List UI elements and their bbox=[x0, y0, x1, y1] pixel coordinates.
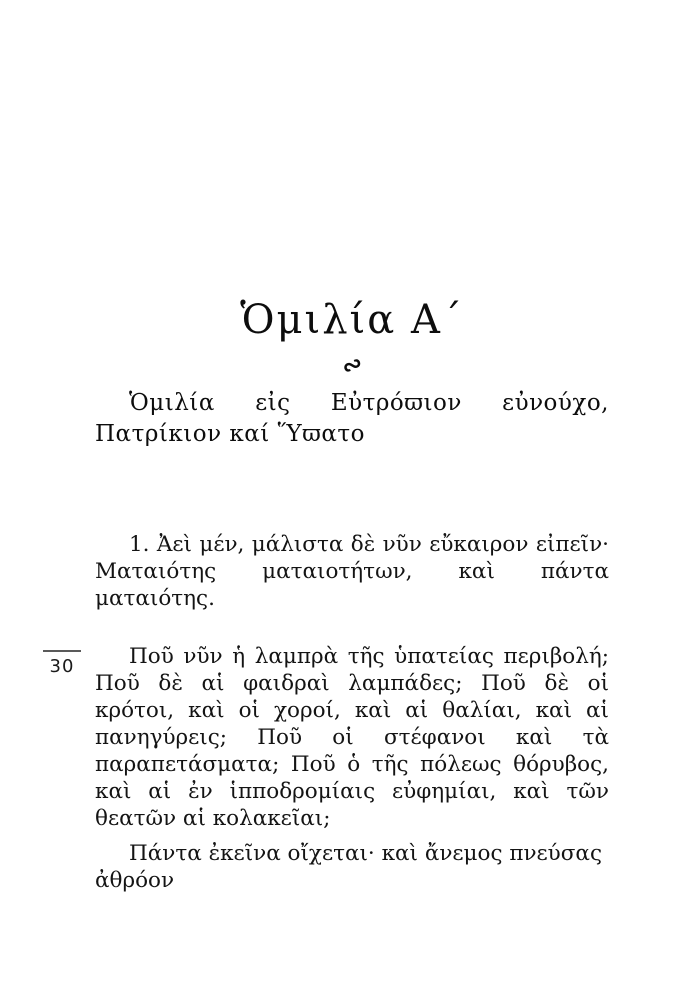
page-number: 30 bbox=[49, 656, 75, 677]
paragraph-2: Ποῦ νῦν ἡ λαμπρὰ τῆς ὑπατείας περιβολή; Ποῦ δὲ αἱ φαιδραὶ λαμπάδες; Ποῦ δὲ οἱ κρότοι, καὶ οἱ χοροί, καὶ αἱ θαλίαι, καὶ αἱ πανηγύρεις; Ποῦ οἱ στέφανοι καὶ τὰ παραπετάσματα; Ποῦ ὁ τῆς πόλεως θόρυβος, καὶ αἱ ἐν ἱπποδρομίαις εὐφημίαι, καὶ τῶν θεατῶν αἱ κολακεῖαι; bbox=[95, 644, 609, 831]
section-ornament bbox=[95, 348, 609, 382]
homily-subtitle: Ὁμιλία εἰς Εὐτρόϖιον εὐνούχο, Πατρίκιον καί Ὕϖατο bbox=[95, 390, 609, 447]
page-number-block bbox=[40, 650, 84, 677]
paragraph-1: 1. Ἀεὶ μέν, μάλιστα δὲ νῦν εὔκαιρον εἰπεῖν· Ματαιότης ματαιοτήτων, καὶ πάντα ματαιότης. bbox=[95, 532, 609, 611]
paragraph-3: Πάντα ἐκεῖνα οἴχεται· καὶ ἄνεμος πνεύσας ἀθρόον bbox=[95, 841, 602, 893]
homily-title: Ὁμιλία Α´ bbox=[240, 297, 464, 343]
page-number-rule bbox=[43, 650, 81, 652]
ornament-glyph-icon: ∾ bbox=[337, 348, 367, 382]
